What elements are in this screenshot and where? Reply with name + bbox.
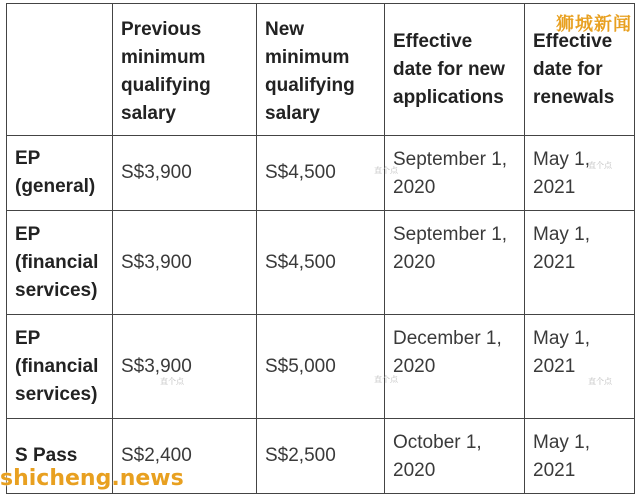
new-salary-cell: S$4,500: [257, 211, 385, 315]
header-new-salary: New minimum qualifying salary: [257, 4, 385, 136]
renewals-date-cell: May 1, 2021: [525, 136, 635, 211]
table-row: [7, 136, 635, 211]
previous-salary-cell: S$3,900: [113, 136, 257, 211]
watermark-site-name: 狮城新闻: [556, 14, 632, 35]
salary-table: [6, 3, 635, 494]
row-label: EP (general): [7, 136, 113, 211]
header-empty: [7, 4, 113, 136]
watermark-site-url: shicheng.news: [0, 466, 184, 491]
watermark-small: 直个点: [588, 161, 612, 170]
table-row: [7, 315, 635, 419]
new-salary-cell: S$2,500: [257, 419, 385, 494]
row-label: S Pass: [7, 419, 113, 494]
renewals-date-cell: May 1, 2021: [525, 315, 635, 419]
previous-salary-cell: S$3,900: [113, 315, 257, 419]
header-effective-new-apps: Effective date for new applications: [385, 4, 525, 136]
new-apps-date-cell: September 1, 2020: [385, 136, 525, 211]
row-label: EP (financial services): [7, 315, 113, 419]
header-effective-renewals: Effective date for renewals: [525, 4, 635, 136]
renewals-date-cell: May 1, 2021: [525, 211, 635, 315]
header-previous-salary: Previous minimum qualifying salary: [113, 4, 257, 136]
watermark-small: 直个点: [374, 375, 398, 384]
new-salary-cell: S$5,000: [257, 315, 385, 419]
new-salary-cell: S$4,500: [257, 136, 385, 211]
watermark-small: 直个点: [160, 377, 184, 386]
table-row: [7, 211, 635, 315]
new-apps-date-cell: December 1, 2020: [385, 315, 525, 419]
new-apps-date-cell: October 1, 2020: [385, 419, 525, 494]
new-apps-date-cell: September 1, 2020: [385, 211, 525, 315]
row-label: EP (financial services): [7, 211, 113, 315]
previous-salary-cell: S$2,400: [113, 419, 257, 494]
previous-salary-cell: S$3,900: [113, 211, 257, 315]
renewals-date-cell: May 1, 2021: [525, 419, 635, 494]
watermark-small: 直个点: [588, 377, 612, 386]
watermark-small: 直个点: [374, 166, 398, 175]
header-row: [7, 4, 635, 136]
